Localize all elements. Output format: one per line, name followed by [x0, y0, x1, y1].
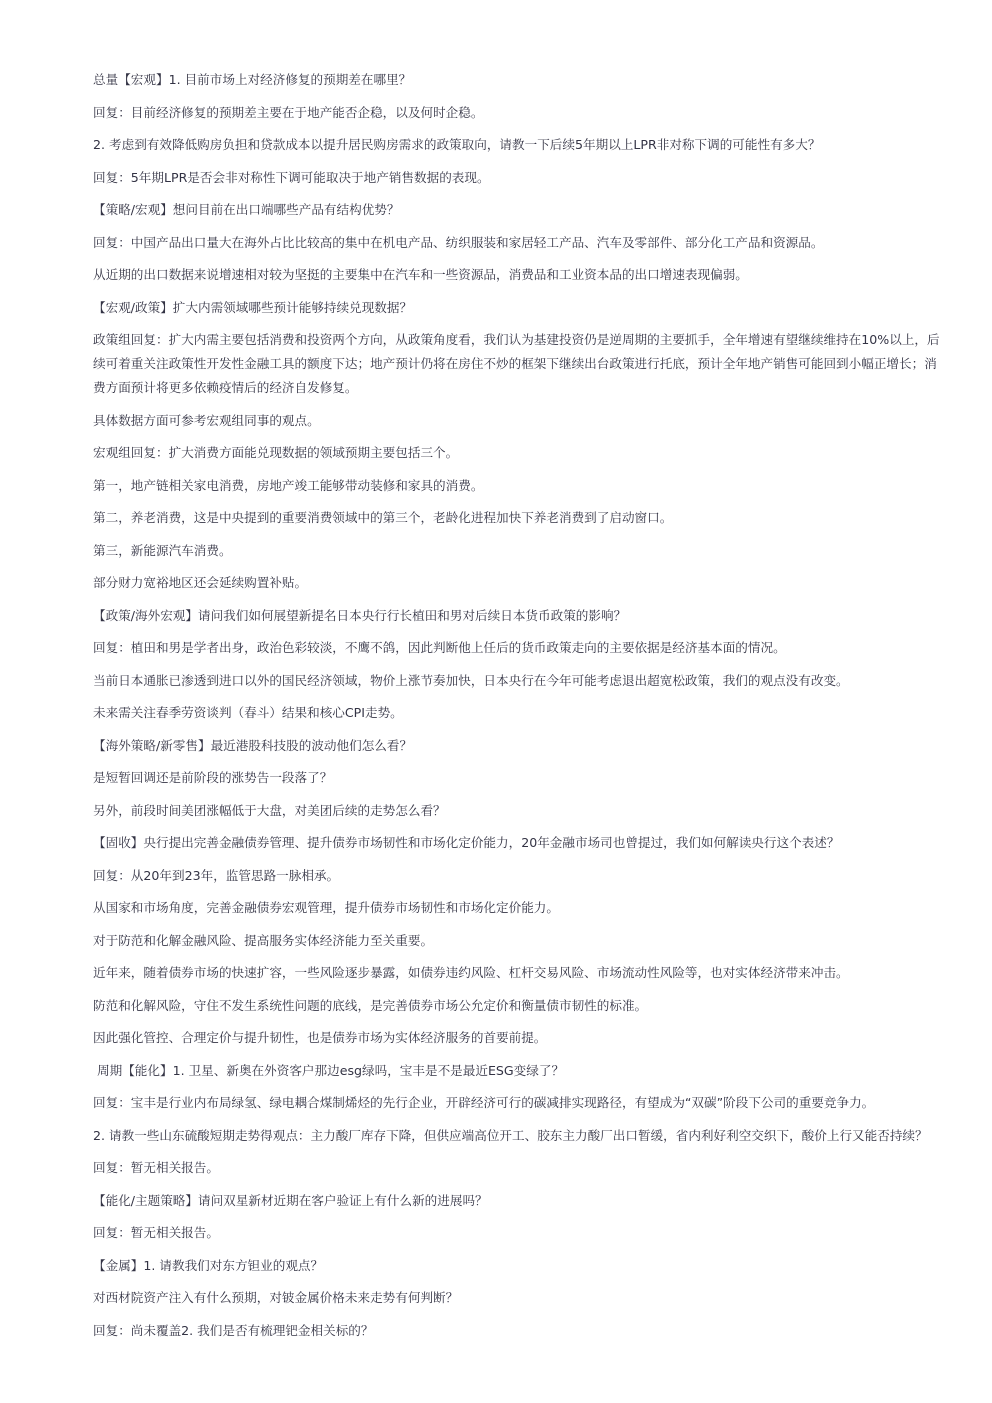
paragraph: 【金属】1. 请教我们对东方钽业的观点？: [93, 1257, 324, 1273]
paragraph: 【策略/宏观】想问目前在出口端哪些产品有结构优势？: [93, 202, 400, 217]
paragraph: 另外，前段时间美团涨幅低于大盘，对美团后续的走势怎么看？: [93, 802, 446, 818]
paragraph: 【海外策略/新零售】最近港股科技股的波动他们怎么看？: [93, 737, 413, 753]
paragraph: 回复：暂无相关报告。: [93, 1225, 219, 1240]
document-body: [93, 68, 945, 1351]
paragraph: 具体数据方面可参考宏观组同事的观点。: [93, 412, 320, 428]
paragraph: 回复：5年期LPR是否会非对称性下调可能取决于地产销售数据的表现。: [93, 169, 490, 185]
paragraph: 第三，新能源汽车消费。: [93, 542, 232, 558]
paragraph: 回复：植田和男是学者出身，政治色彩较淡，不鹰不鸽，因此判断他上任后的货币政策走向的主要依据是经济基本面的情况。: [93, 640, 786, 655]
paragraph: 第一，地产链相关家电消费，房地产竣工能够带动装修和家具的消费。: [93, 477, 484, 493]
paragraph: 2. 请教一些山东硫酸短期走势得观点：主力酸厂库存下降，但供应端高位开工、胶东主力酸厂出口暂缓，省内利好利空交织下，酸价上行又能否持续？: [93, 1127, 928, 1143]
paragraph: 政策组回复：扩大内需主要包括消费和投资两个方向，从政策角度看，我们认为基建投资仍是逆周期的主要抓手，全年增速有望继续维持在10%以上，后续可着重关注政策性开发性金融工具的额度下达；地产预计仍将在房住不炒的框架下继续出台政策进行托底，预计全年地产销售可能回到小幅正增长；消费方面预计将更多依赖疫情后的经济自发修复。: [93, 332, 940, 395]
paragraph: 【政策/海外宏观】请问我们如何展望新提名日本央行行长植田和男对后续日本货币政策的影响？: [93, 607, 627, 623]
paragraph: 总量【宏观】1. 目前市场上对经济修复的预期差在哪里？: [93, 72, 412, 87]
paragraph: 回复：宝丰是行业内布局绿氢、绿电耦合煤制烯烃的先行企业，开辟经济可行的碳减排实现路径，有望成为“双碳”阶段下公司的重要竞争力。: [93, 1095, 875, 1110]
paragraph: 【能化/主题策略】请问双星新材近期在客户验证上有什么新的进展吗？: [93, 1192, 488, 1208]
paragraph: 【宏观/政策】扩大内需领域哪些预计能够持续兑现数据？: [93, 299, 413, 315]
paragraph: 近年来，随着债券市场的快速扩容，一些风险逐步暴露，如债券违约风险、杠杆交易风险、市场流动性风险等，也对实体经济带来冲击。: [93, 965, 849, 980]
paragraph: 对西材院资产注入有什么预期，对铍金属价格未来走势有何判断？: [93, 1290, 459, 1305]
paragraph: 回复：从20年到23年，监管思路一脉相承。: [93, 867, 340, 883]
paragraph: 回复：尚未覆盖2. 我们是否有梳理钯金相关标的？: [93, 1322, 374, 1338]
paragraph: 宏观组回复：扩大消费方面能兑现数据的领域预期主要包括三个。: [93, 445, 459, 460]
paragraph: 【固收】央行提出完善金融债券管理、提升债券市场韧性和市场化定价能力，20年金融市场司也曾提过，我们如何解读央行这个表述？: [93, 835, 840, 850]
paragraph: 部分财力宽裕地区还会延续购置补贴。: [93, 575, 308, 590]
paragraph: 回复：暂无相关报告。: [93, 1160, 219, 1175]
paragraph: 未来需关注春季劳资谈判（春斗）结果和核心CPI走势。: [93, 705, 403, 720]
paragraph: 对于防范和化解金融风险、提高服务实体经济能力至关重要。: [93, 932, 434, 948]
paragraph: 周期【能化】1. 卫星、新奥在外资客户那边esg绿吗，宝丰是不是最近ESG变绿了？: [93, 1062, 565, 1078]
paragraph: 第二，养老消费，这是中央提到的重要消费领域中的第三个，老龄化进程加快下养老消费到了启动窗口。: [93, 510, 673, 525]
paragraph: 从近期的出口数据来说增速相对较为坚挺的主要集中在汽车和一些资源品，消费品和工业资本品的出口增速表现偏弱。: [93, 267, 748, 282]
paragraph: 回复：目前经济修复的预期差主要在于地产能否企稳，以及何时企稳。: [93, 104, 484, 120]
paragraph: 因此强化管控、合理定价与提升韧性，也是债券市场为实体经济服务的首要前提。: [93, 1030, 547, 1045]
paragraph: 是短暂回调还是前阶段的涨势告一段落了？: [93, 770, 333, 785]
paragraph: 防范和化解风险，守住不发生系统性问题的底线，是完善债券市场公允定价和衡量债市韧性的标准。: [93, 997, 648, 1013]
paragraph: 2. 考虑到有效降低购房负担和贷款成本以提升居民购房需求的政策取向，请教一下后续5年期以上LPR非对称下调的可能性有多大？: [93, 137, 821, 152]
paragraph: 当前日本通胀已渗透到进口以外的国民经济领域，物价上涨节奏加快，日本央行在今年可能考虑退出超宽松政策，我们的观点没有改变。: [93, 672, 849, 688]
paragraph: 回复：中国产品出口量大在海外占比比较高的集中在机电产品、纺织服装和家居轻工产品、汽车及零部件、部分化工产品和资源品。: [93, 234, 824, 250]
paragraph: 从国家和市场角度，完善金融债券宏观管理，提升债券市场韧性和市场化定价能力。: [93, 900, 559, 915]
